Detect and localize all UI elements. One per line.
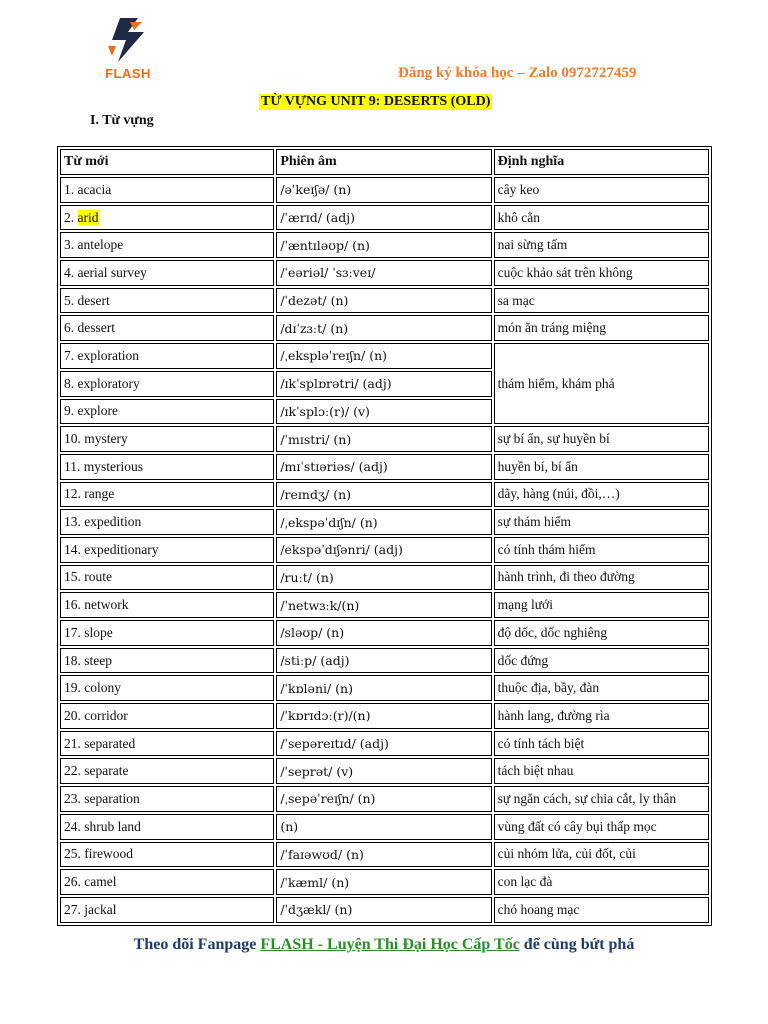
table-row <box>60 758 709 784</box>
word-cell <box>60 315 274 341</box>
word-number: 10. <box>64 431 81 447</box>
phonetic-cell: /ˌekspləˈreɪʃn/ (n) <box>276 343 491 369</box>
word-cell <box>60 454 274 480</box>
word-number: 1. <box>64 181 75 197</box>
definition-cell: có tính thám hiểm <box>494 537 709 563</box>
header-definition: Định nghĩa <box>494 149 709 175</box>
phonetic-cell: /ˈæntɪləʊp/ (n) <box>276 232 491 258</box>
table-row <box>60 343 709 369</box>
word-cell <box>60 731 274 757</box>
word-text: desert <box>77 292 110 308</box>
word-text: aerial survey <box>77 264 147 280</box>
table-row <box>60 592 709 618</box>
word-cell <box>60 786 274 812</box>
definition-cell: tách biệt nhau <box>494 758 709 784</box>
table-row <box>60 814 709 840</box>
definition-cell: huyền bí, bí ẩn <box>494 454 709 480</box>
word-cell <box>60 399 274 425</box>
definition-cell: mạng lưới <box>494 592 709 618</box>
word-number: 6. <box>64 320 75 336</box>
word-text: mystery <box>84 431 128 447</box>
word-cell <box>60 509 274 535</box>
word-text: expeditionary <box>84 541 159 557</box>
word-text: exploratory <box>77 375 140 391</box>
fanpage-link[interactable]: FLASH - Luyện Thi Đại Học Cấp Tốc <box>260 936 520 953</box>
footer-prefix: Theo dõi Fanpage <box>133 936 257 953</box>
word-text: exploration <box>77 347 139 363</box>
word-text: steep <box>84 652 112 668</box>
phonetic-cell: /mɪˈstɪəriəs/ (adj) <box>276 454 491 480</box>
word-text: expedition <box>84 514 142 530</box>
register-text: Đăng ký khóa học – Zalo 0972727459 <box>398 65 637 81</box>
word-text: separate <box>84 763 129 779</box>
word-number: 20. <box>64 707 81 723</box>
word-number: 17. <box>64 624 81 640</box>
word-text: corridor <box>84 707 128 723</box>
word-cell <box>60 648 274 674</box>
word-text: separated <box>84 735 136 751</box>
word-cell <box>60 592 274 618</box>
definition-cell: chó hoang mạc <box>494 897 709 923</box>
word-number: 24. <box>64 818 81 834</box>
word-number: 9. <box>64 403 75 419</box>
word-cell <box>60 343 274 369</box>
table-row <box>60 565 709 591</box>
definition-cell: hành lang, đường rìa <box>494 703 709 729</box>
table-row <box>60 509 709 535</box>
table-row <box>60 315 709 341</box>
table-row <box>60 731 709 757</box>
phonetic-cell: /ˈdʒækl/ (n) <box>276 897 491 923</box>
word-cell <box>60 842 274 868</box>
definition-cell: sa mạc <box>494 288 709 314</box>
word-cell <box>60 565 274 591</box>
phonetic-cell: (n) <box>276 814 491 840</box>
definition-cell: nai sừng tấm <box>494 232 709 258</box>
phonetic-cell: /ekspəˈdɪʃənri/ (adj) <box>276 537 491 563</box>
table-row <box>60 288 709 314</box>
word-cell <box>60 758 274 784</box>
phonetic-cell: /ˌekspəˈdɪʃn/ (n) <box>276 509 491 535</box>
page-title: TỪ VỰNG UNIT 9: DESERTS (OLD) <box>261 94 491 109</box>
lightning-bolt-icon <box>98 16 158 66</box>
word-number: 12. <box>64 486 81 502</box>
phonetic-cell: /ˈkɒləni/ (n) <box>276 675 491 701</box>
word-number: 23. <box>64 790 81 806</box>
word-cell <box>60 288 274 314</box>
definition-cell: hành trình, đi theo đường <box>494 565 709 591</box>
table-row <box>60 620 709 646</box>
table-row <box>60 703 709 729</box>
word-number: 21. <box>64 735 81 751</box>
vocabulary-table-body <box>60 177 709 923</box>
word-text: colony <box>84 680 121 696</box>
word-text: camel <box>84 874 117 890</box>
table-row <box>60 482 709 508</box>
definition-cell: con lạc đà <box>494 869 709 895</box>
table-row <box>60 260 709 286</box>
definition-cell: dãy, hàng (núi, đồi,…) <box>494 482 709 508</box>
vocabulary-table-wrap <box>57 146 712 926</box>
word-cell <box>60 814 274 840</box>
table-row <box>60 537 709 563</box>
phonetic-cell: /dɪˈzɜːt/ (n) <box>276 315 491 341</box>
header-phonetic: Phiên âm <box>276 149 491 175</box>
definition-cell: sự ngăn cách, sự chia cắt, ly thân <box>494 786 709 812</box>
phonetic-cell: /ˈdezət/ (n) <box>276 288 491 314</box>
word-cell <box>60 897 274 923</box>
word-cell <box>60 537 274 563</box>
flash-logo <box>98 16 158 86</box>
table-row <box>60 177 709 203</box>
word-cell <box>60 482 274 508</box>
word-number: 5. <box>64 292 75 308</box>
footer <box>0 936 768 954</box>
definition-cell: sự bí ẩn, sự huyền bí <box>494 426 709 452</box>
word-number: 3. <box>64 237 75 253</box>
phonetic-cell: /ˈnetwɜːk/(n) <box>276 592 491 618</box>
word-cell <box>60 177 274 203</box>
phonetic-cell: /ɪkˈsplɔː(r)/ (v) <box>276 399 491 425</box>
definition-cell: khô cằn <box>494 205 709 231</box>
word-cell <box>60 260 274 286</box>
word-cell <box>60 675 274 701</box>
definition-cell: củi nhóm lửa, củi đốt, củi <box>494 842 709 868</box>
word-text: route <box>84 569 112 585</box>
table-row <box>60 205 709 231</box>
table-row <box>60 232 709 258</box>
header-word: Từ mới <box>60 149 274 175</box>
phonetic-cell: /ˈærɪd/ (adj) <box>276 205 491 231</box>
word-cell <box>60 620 274 646</box>
table-row <box>60 897 709 923</box>
footer-suffix: để cùng bứt phá <box>523 936 635 953</box>
vocabulary-table <box>57 146 712 926</box>
word-text: range <box>84 486 115 502</box>
word-text: mysterious <box>83 458 143 474</box>
table-row <box>60 869 709 895</box>
phonetic-cell: /ˈkɒrɪdɔː(r)/(n) <box>276 703 491 729</box>
word-number: 2. <box>64 209 75 225</box>
word-number: 18. <box>64 652 81 668</box>
phonetic-cell: /ruːt/ (n) <box>276 565 491 591</box>
section-heading: I. Từ vựng <box>90 113 154 128</box>
table-row <box>60 454 709 480</box>
word-cell <box>60 426 274 452</box>
definition-cell: món ăn tráng miệng <box>494 315 709 341</box>
logo-text: FLASH <box>105 66 151 81</box>
word-number: 25. <box>64 846 81 862</box>
definition-cell: dốc đứng <box>494 648 709 674</box>
word-text: separation <box>84 790 140 806</box>
word-text: antelope <box>77 237 124 253</box>
word-number: 27. <box>64 901 81 917</box>
word-cell <box>60 232 274 258</box>
word-cell <box>60 869 274 895</box>
word-number: 15. <box>64 569 81 585</box>
phonetic-cell: /reɪndʒ/ (n) <box>276 482 491 508</box>
phonetic-cell: /stiːp/ (adj) <box>276 648 491 674</box>
word-number: 22. <box>64 763 81 779</box>
table-row <box>60 842 709 868</box>
table-row <box>60 648 709 674</box>
word-text: acacia <box>77 181 112 197</box>
definition-cell: cuộc khảo sát trên không <box>494 260 709 286</box>
word-text: shrub land <box>84 818 141 834</box>
definition-cell: có tính tách biệt <box>494 731 709 757</box>
word-text: network <box>84 597 129 613</box>
word-number: 8. <box>64 375 75 391</box>
word-cell <box>60 703 274 729</box>
phonetic-cell: /ˈkæml/ (n) <box>276 869 491 895</box>
table-row <box>60 675 709 701</box>
phonetic-cell: /ˈeəriəl/ ˈsɜːveɪ/ <box>276 260 491 286</box>
table-row <box>60 426 709 452</box>
table-row <box>60 786 709 812</box>
word-number: 26. <box>64 874 81 890</box>
phonetic-cell: /ˈfaɪəwʊd/ (n) <box>276 842 491 868</box>
definition-cell: cây keo <box>494 177 709 203</box>
word-number: 16. <box>64 597 81 613</box>
word-number: 13. <box>64 514 81 530</box>
word-text: slope <box>84 624 113 640</box>
word-text: jackal <box>84 901 117 917</box>
definition-cell: thám hiểm, khám phá <box>494 343 709 424</box>
phonetic-cell: /ˈmɪstri/ (n) <box>276 426 491 452</box>
phonetic-cell: /ˌsepəˈreɪʃn/ (n) <box>276 786 491 812</box>
word-cell <box>60 205 274 231</box>
phonetic-cell: /ɪkˈsplɒrətri/ (adj) <box>276 371 491 397</box>
word-text: arid <box>77 209 99 225</box>
phonetic-cell: /ˈseprət/ (v) <box>276 758 491 784</box>
definition-cell: thuộc địa, bầy, đàn <box>494 675 709 701</box>
table-header-row <box>60 149 709 175</box>
phonetic-cell: /əˈkeɪʃə/ (n) <box>276 177 491 203</box>
phonetic-cell: /ˈsepəreɪtɪd/ (adj) <box>276 731 491 757</box>
word-text: firewood <box>84 846 133 862</box>
definition-cell: sự thám hiểm <box>494 509 709 535</box>
definition-cell: độ dốc, dốc nghiêng <box>494 620 709 646</box>
word-number: 11. <box>64 458 81 474</box>
word-text: dessert <box>77 320 115 336</box>
word-text: explore <box>77 403 118 419</box>
word-number: 14. <box>64 541 81 557</box>
word-number: 4. <box>64 264 75 280</box>
word-cell <box>60 371 274 397</box>
word-number: 7. <box>64 347 75 363</box>
definition-cell: vùng đất có cây bụi thấp mọc <box>494 814 709 840</box>
word-number: 19. <box>64 680 81 696</box>
phonetic-cell: /sləʊp/ (n) <box>276 620 491 646</box>
